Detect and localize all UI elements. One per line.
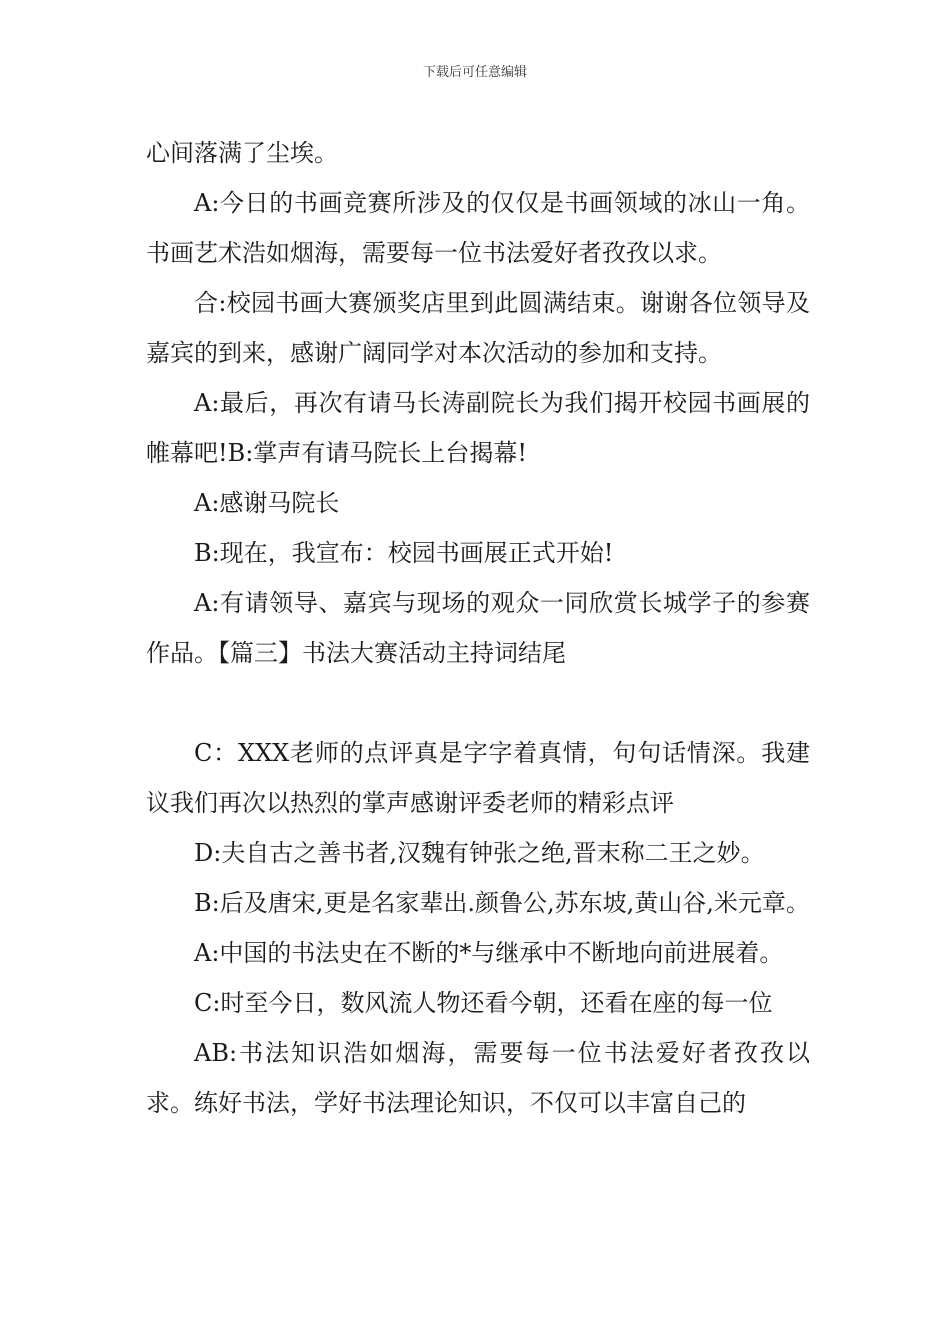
paragraph: 心间落满了尘埃。 [146,139,338,167]
paragraph: B:现在，我宣布：校园书画展正式开始! [194,539,614,567]
paragraph: C：XXX老师的点评真是字字着真情，句句话情深。我建议我们再次以热烈的掌声感谢评委老师的精彩点评 [146,739,810,817]
paragraph: A:中国的书法史在不断的*与继承中不断地向前进展着。 [194,939,784,967]
page-header: 下载后可任意编辑 [422,65,527,80]
paragraph: A:今日的书画竞赛所涉及的仅仅是书画领域的冰山一角。书画艺术浩如烟海，需要每一位书法爱好者孜孜以求。 [146,189,810,267]
paragraph: A:最后，再次有请马长涛副院长为我们揭开校园书画展的帷幕吧!B:掌声有请马院长上台揭幕! [146,389,810,467]
paragraph: C:时至今日，数风流人物还看今朝，还看在座的每一位 [194,989,773,1017]
paragraph: B:后及唐宋,更是名家辈出.颜鲁公,苏东坡,黄山谷,米元章。 [194,889,810,917]
document-body [146,128,810,1128]
paragraph: D:夫自古之善书者,汉魏有钟张之绝,晋末称二王之妙。 [194,839,765,867]
paragraph: A:有请领导、嘉宾与现场的观众一同欣赏长城学子的参赛作品。【篇三】书法大赛活动主持词结尾 [146,589,810,667]
paragraph: 合:校园书画大赛颁奖店里到此圆满结束。谢谢各位领导及嘉宾的到来，感谢广阔同学对本次活动的参加和支持。 [146,289,810,367]
paragraph: AB:书法知识浩如烟海，需要每一位书法爱好者孜孜以求。练好书法，学好书法理论知识，不仅可以丰富自己的 [146,1039,810,1117]
paragraph: A:感谢马院长 [194,489,340,517]
blank-line [146,678,810,728]
